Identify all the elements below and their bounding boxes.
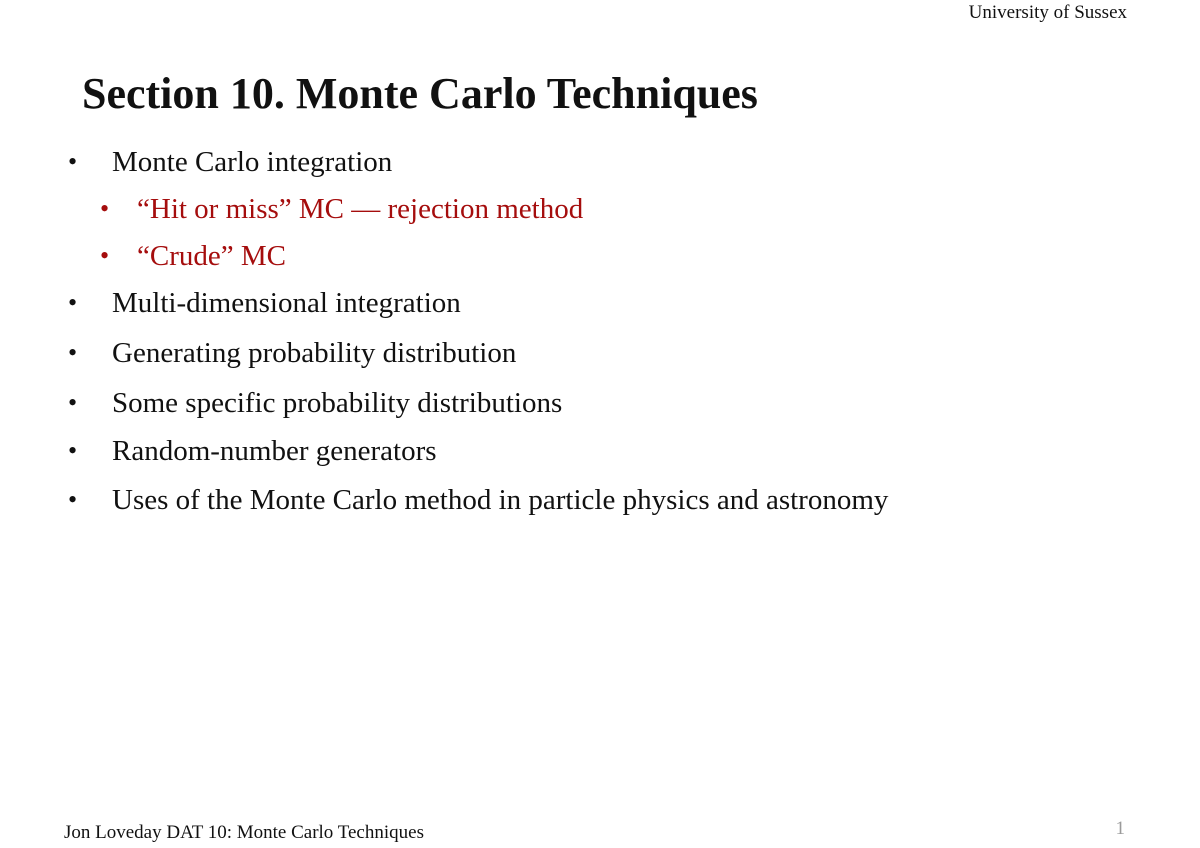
bullet-icon: • [100, 241, 110, 270]
bullet-text: Generating probability distribution [112, 337, 517, 369]
organization-header: University of Sussex [968, 2, 1127, 23]
bullet-icon: • [68, 388, 78, 417]
bullet-icon: • [68, 147, 78, 176]
footer-caption: Jon Loveday DAT 10: Monte Carlo Techniques [64, 822, 424, 843]
bullet-text: Uses of the Monte Carlo method in particle physics and astronomy [112, 484, 889, 516]
page-number: 1 [1115, 818, 1125, 839]
bullet-icon: • [68, 288, 78, 317]
bullet-text: “Crude” MC [137, 240, 286, 272]
bullet-icon: • [100, 194, 110, 223]
bullet-icon: • [68, 338, 78, 367]
bullet-icon: • [68, 485, 78, 514]
slide-title: Section 10. Monte Carlo Techniques [82, 69, 758, 118]
bullet-text: Monte Carlo integration [112, 146, 393, 178]
bullet-text: “Hit or miss” MC — rejection method [137, 193, 584, 225]
bullet-text: Random-number generators [112, 435, 437, 467]
bullet-icon: • [68, 436, 78, 465]
bullet-text: Some specific probability distributions [112, 387, 563, 419]
bullet-text: Multi-dimensional integration [112, 287, 461, 319]
